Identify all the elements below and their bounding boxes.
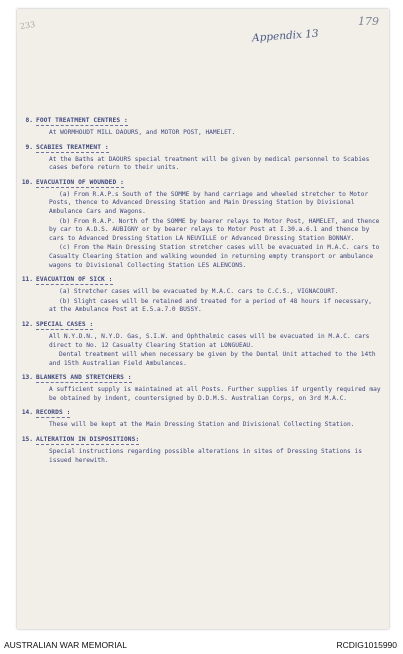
footer-id: RCDIG1015990 [336, 640, 397, 650]
section-paragraph: At the Baths at DAOURS special treatment will be given by medical personnel to Scabies cases before return to their units. [49, 155, 370, 172]
section-body [17, 421, 389, 430]
title-underline [36, 417, 70, 418]
title-underline [36, 152, 109, 153]
document-body [17, 117, 389, 471]
section-paragraph: (a) Stretcher cases will be evacuated by M.A.C. cars to C.C.S., VIGNACOURT. [59, 288, 339, 296]
section-heading [17, 374, 389, 383]
section-number: 9. [25, 143, 33, 151]
section-paragraph: A sufficient supply is maintained at all Posts. Further supplies if urgently required may be obtained by indent, countersigned by D.D.M.S. Australian Corps, on 3rd M.A.C. [49, 386, 381, 402]
section-body [17, 156, 389, 173]
title-underline [36, 284, 113, 285]
section [17, 374, 389, 403]
section-number: 13. [21, 374, 33, 382]
section [17, 144, 389, 173]
section-number: 11. [21, 276, 33, 284]
pencil-annotation: 233 [19, 19, 36, 32]
title-underline [36, 187, 124, 188]
section-heading [17, 321, 389, 330]
section-paragraph: (a) From R.A.P.s South of the SOMME by hand carriage and wheeled stretcher to Motor Posts, thence to Advanced Dressing Station and Main Dressing Station by Divisional Ambulance Cars and Wagons. [49, 190, 369, 215]
section-paragraph: At WORMHOUDT MILL DAOURS, and MOTOR POST, HAMELET. [49, 129, 236, 136]
section-paragraph: These will be kept at the Main Dressing Station and Divisional Collecting Station. [49, 421, 355, 429]
section-title: RECORDS : [36, 409, 71, 417]
appendix-annotation: Appendix 13 [251, 27, 320, 45]
section-title: SPECIAL CASES : [36, 320, 94, 328]
section-title: EVACUATION OF WOUNDED : [36, 178, 124, 186]
section-title: FOOT TREATMENT CENTRES : [36, 117, 128, 124]
section-heading [17, 436, 389, 445]
section-heading [17, 144, 389, 153]
section-number: 10. [21, 178, 33, 186]
section-body [17, 333, 389, 368]
section-body [17, 386, 389, 403]
section-title: EVACUATION OF SICK : [36, 276, 113, 284]
section [17, 276, 389, 315]
title-underline [36, 329, 93, 330]
section [17, 436, 389, 465]
section-paragraph: All N.Y.D.N., N.Y.D. Gas, S.I.W. and Ophthalmic cases will be evacuated in M.A.C. cars direct to No. 12 Casualty Clearing Station at LONGUEAU. [49, 332, 370, 349]
section-paragraph: Special instructions regarding possible alterations in sites of Dressing Stations is issued herewith. [49, 448, 362, 464]
title-underline [36, 382, 132, 383]
section-paragraph: Dental treatment will when necessary be given by the Dental Unit attached to the 14th and 15th Australian Field Ambulances. [49, 351, 376, 367]
section-number: 8. [25, 117, 33, 124]
section-heading [17, 276, 389, 285]
section-paragraph: (c) From the Main Dressing Station stretcher cases will be evacuated in M.A.C. cars to Casualty Clearing Station and walking wounded in returning empty transport or ambulance wagons to Divisional Collecting Station LES ALENCONS. [49, 244, 380, 269]
footer-source: AUSTRALIAN WAR MEMORIAL [4, 640, 127, 650]
section-number: 14. [21, 409, 33, 417]
section-title: SCABIES TREATMENT : [36, 143, 109, 151]
title-underline [36, 444, 139, 445]
section-title: ALTERATION IN DISPOSITIONS: [36, 436, 140, 444]
section-body [17, 191, 389, 270]
section-title: BLANKETS AND STRETCHERS : [36, 374, 132, 382]
section-paragraph: (b) From R.A.P. North of the SOMME by bearer relays to Motor Post, HAMELET, and thence by car to A.D.S. AUBIGNY or by bearer relays to Motor Post at I.30.a.6.1 and thence by cars to Advanced Dressing Station LA NEUVILLE or Advanced Dressing Station BONNAY. [49, 217, 380, 242]
footer-bar [0, 640, 403, 654]
section-heading [17, 117, 389, 126]
section-body [17, 448, 389, 465]
section-paragraph: (b) Slight cases will be retained and treated for a period of 48 hours if necessary, at the Ambulance Post at E.5.a.7.0 BUSSY. [49, 297, 372, 314]
section-body [17, 129, 389, 138]
section-body [17, 288, 389, 315]
section-heading [17, 179, 389, 188]
page-number: 179 [358, 15, 379, 28]
document-page [17, 9, 389, 629]
section [17, 179, 389, 270]
title-underline [36, 125, 128, 126]
section-number: 12. [21, 320, 33, 328]
section-heading [17, 409, 389, 418]
section-number: 15. [21, 436, 33, 444]
section [17, 321, 389, 368]
section [17, 409, 389, 430]
section [17, 117, 389, 138]
